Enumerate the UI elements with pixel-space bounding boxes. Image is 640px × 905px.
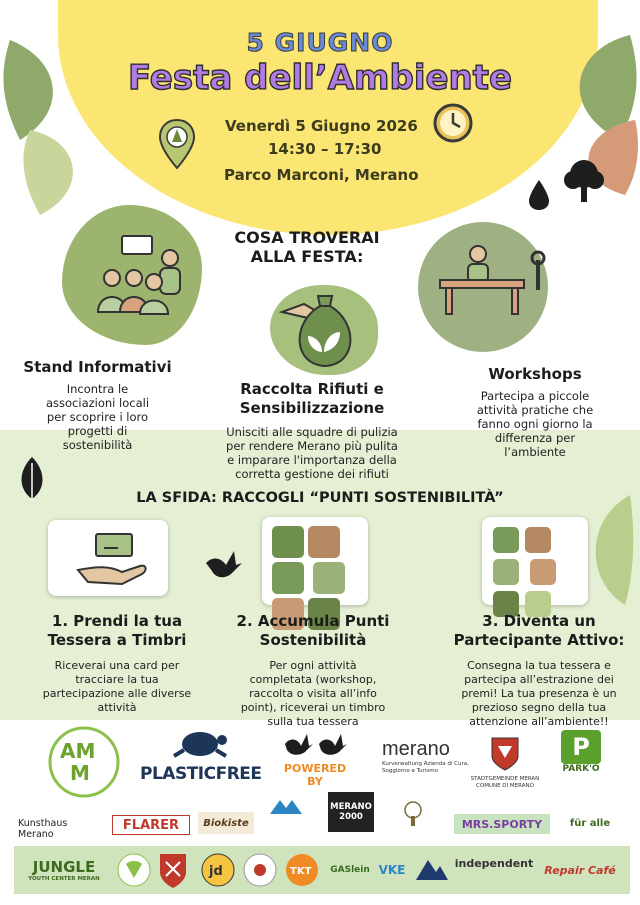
merano-text: merano — [382, 738, 450, 760]
independent-logo: independent — [454, 856, 534, 870]
stamp-icon — [493, 559, 519, 585]
event-day: Venerdì 5 Giugno 2026 — [225, 117, 418, 135]
tree-emblem-icon — [396, 796, 430, 830]
step2-desc: Per ogni attività completata (workshop, raccolta o visita all’info point), riceverai un timbro sulla tua tessera — [240, 659, 386, 728]
repair-cafe-logo: Repair Café — [544, 863, 616, 877]
stamp-icon — [313, 562, 345, 594]
tkt-logo-icon — [284, 852, 320, 888]
amm-logo-icon — [44, 724, 124, 800]
dove-icon — [204, 545, 244, 583]
audience-icon — [92, 232, 192, 322]
svg-text:M: M — [70, 761, 90, 785]
plasticfree-text: PLASTICFREE — [140, 764, 262, 784]
event-time: 14:30 – 17:30 — [268, 140, 382, 158]
stamp-icon — [272, 562, 304, 594]
challenge-title: LA SFIDA: RACCOGLI “PUNTI SOSTENIBILITÀ” — [136, 490, 504, 506]
activity-stand-desc: Incontra le associazioni locali per scoprire i loro progetti di sostenibilità — [45, 382, 150, 452]
step2-card — [262, 517, 368, 605]
activity-stand-title: Stand Informativi — [23, 358, 172, 376]
comune-text: STADTGEMEINDE MERAN COMUNE DI MERANO — [470, 776, 540, 789]
flarer-logo: FLARER — [112, 815, 190, 835]
jungle-logo — [18, 850, 110, 890]
workbench-icon — [436, 240, 556, 320]
step1-title: 1. Prendi la tua Tessera a Timbri — [47, 612, 187, 649]
parko-text: PARK'O — [562, 764, 600, 774]
clock-icon — [432, 102, 474, 144]
vke-logo: VKE — [378, 863, 406, 877]
step2 — [228, 612, 398, 729]
stamp-icon — [272, 526, 304, 558]
alpine-club-icon — [414, 854, 450, 886]
stamp-icon — [525, 527, 551, 553]
activity-waste-title: Raccolta Rifiuti e Sensibilizzazione — [239, 380, 385, 417]
step1 — [22, 612, 212, 715]
mountain-logo-icon — [268, 796, 304, 816]
svg-text:AM: AM — [60, 739, 96, 763]
parko-logo — [556, 730, 606, 774]
card-hand-icon — [48, 520, 168, 596]
step3 — [444, 612, 634, 729]
turtle-icon — [140, 722, 260, 760]
activity-stand — [10, 358, 185, 452]
coat-of-arms-icon — [490, 736, 520, 772]
activity-waste-desc: Unisciti alle squadre di pulizia per rendere Merano più pulita e imparare l'importanza della corretta gestione dei rifiuti — [226, 425, 398, 481]
step3-card — [482, 517, 588, 605]
plasticfree-logo — [140, 722, 260, 792]
biokiste-logo: Biokiste — [198, 812, 254, 834]
round-logo-icon — [242, 852, 278, 888]
step1-desc: Riceverai una card per tracciare la tua partecipazione alle diverse attività — [42, 659, 192, 714]
stamp-icon — [530, 559, 556, 585]
event-title: Festa dell’Ambiente — [127, 58, 513, 98]
jd-logo-icon — [200, 852, 236, 888]
activity-workshop-title: Workshops — [488, 365, 582, 383]
futalle-logo: für alle — [569, 817, 611, 829]
step2-title: 2. Accumula Punti Sostenibilità — [236, 612, 390, 649]
step3-desc: Consegna la tua tessera e partecipa all’estrazione dei premi! La tua presenza è un prezioso segno della tua attenzione all’ambiente!! — [461, 659, 617, 728]
merano-logo — [382, 738, 482, 775]
svg-text:TKT: TKT — [290, 866, 312, 877]
activity-waste — [222, 380, 402, 481]
water-drop-icon — [527, 178, 551, 212]
kunsthaus-logo: Kunsthaus Merano — [18, 818, 68, 840]
parking-icon: P — [561, 730, 601, 764]
club-shield-icon — [158, 850, 188, 890]
jungle-sub: YOUTH CENTER MERAN — [28, 876, 100, 882]
jungle-text: JUNGLE — [32, 858, 96, 876]
stamp-icon — [308, 526, 340, 558]
powered-by-text: POWERED BY — [283, 762, 347, 788]
event-date-heading: 5 GIUGNO — [246, 28, 394, 57]
powered-by-logo — [275, 730, 355, 788]
step1-card — [48, 520, 168, 596]
trash-bag-icon — [278, 282, 368, 372]
gaslein-logo: GASlein — [330, 865, 370, 875]
merano-sub: Kurverwaltung Azienda di Cura, Soggiorno e Turismo — [382, 761, 469, 774]
stamp-icon — [493, 527, 519, 553]
location-pin-icon — [158, 118, 196, 170]
merano2000-logo: MERANO 2000 — [328, 792, 374, 832]
doves-icon — [275, 730, 355, 758]
activity-workshop-desc: Partecipa a piccole attività pratiche che fanno ogni giorno la differenza per l’ambiente — [476, 389, 594, 459]
event-place: Parco Marconi, Merano — [224, 166, 419, 184]
ginkgo-logo-icon — [116, 852, 152, 888]
tree-icon — [563, 158, 605, 204]
svg-text:jd: jd — [209, 864, 223, 879]
step3-title: 3. Diventa un Partecipante Attivo: — [453, 612, 625, 649]
comune-logo — [470, 736, 540, 790]
mrs-sporty-logo: MRS.SPORTY — [454, 814, 550, 834]
section-title: COSA TROVERAI ALLA FESTA: — [234, 228, 380, 266]
activity-workshop — [460, 365, 610, 459]
